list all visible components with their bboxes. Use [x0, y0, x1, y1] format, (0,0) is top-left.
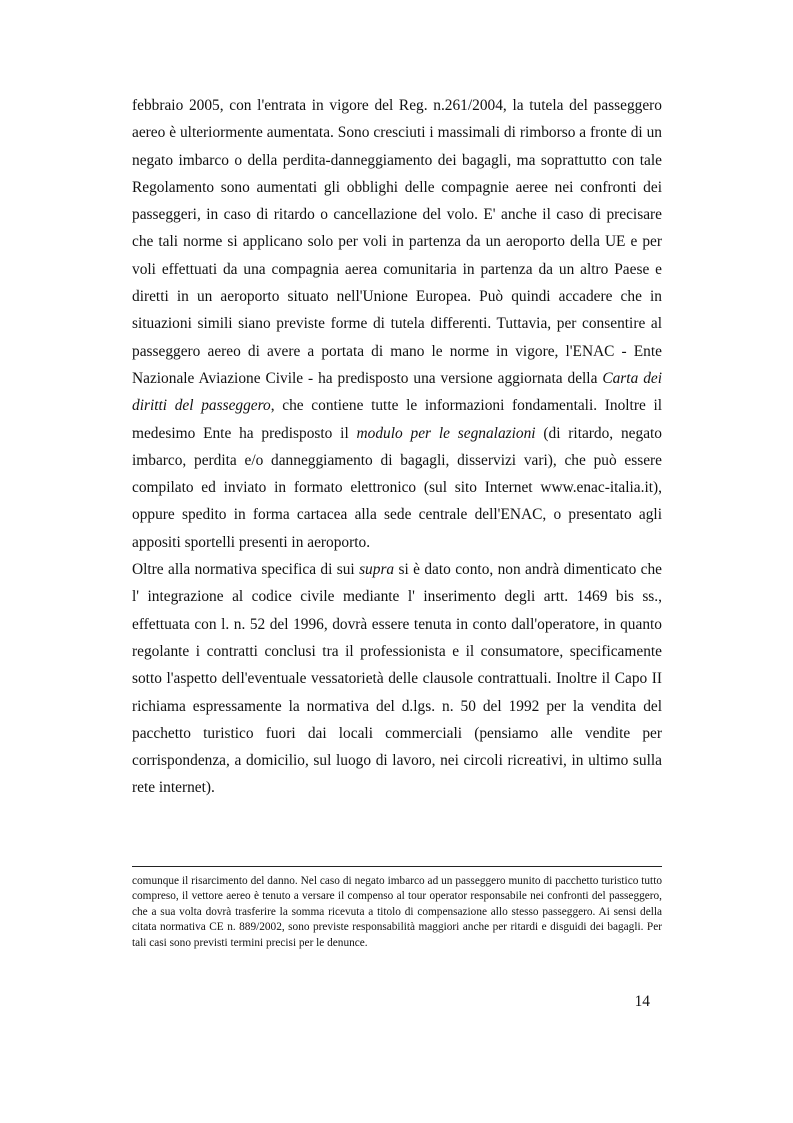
paragraph-1-text-a: febbraio 2005, con l'entrata in vigore del Reg. n.261/2004, la tutela del passeggero aereo è ulteriormente aumentata. Sono cresciuti i massimali di rimborso a fronte di un negato imbarco o della perdita-danneggiamento dei bagagli, ma soprattutto con tale Regolamento sono aumentati gli obblighi delle compagnie aeree nei confronti dei passeggeri, in caso di ritardo o cancellazione del volo. E' anche il caso di precisare che tali norme si applicano solo per voli in partenza da un aeroporto della UE e per voli effettuati da una compagnia aerea comunitaria in partenza da un altro Paese e diretti in un aeroporto situato nell'Unione Europea. Può quindi accadere che in situazioni simili siano previste forme di tutela differenti. Tuttavia, per consentire al passeggero aereo di avere a portata di mano le norme in vigore, l'ENAC - Ente Nazionale Aviazione Civile - ha predisposto una versione aggiornata della [132, 97, 662, 387]
paragraph-1-text-c: (di ritardo, negato imbarco, perdita e/o danneggiamento di bagagli, disservizi vari), che può essere compilato ed inviato in formato elettronico (sul sito Internet www.enac-italia.it), oppure spedito in forma cartacea alla sede centrale dell'ENAC, o presentato agli appositi sportelli presenti in aeroporto. [132, 424, 662, 551]
paragraph-2-text-b: si è dato conto, non andrà dimenticato che l' integrazione al codice civile mediante l' inserimento degli artt. 1469 bis ss., effettuata con l. n. 52 del 1996, dovrà essere tenuta in conto dall'operatore, in quanto regolante i contratti conclusi tra il professionista e il consumatore, specificamente sotto l'aspetto dell'eventuale vessatorietà delle clausole contrattuali. Inoltre il Capo II richiama espressamente la normativa del d.lgs. n. 50 del 1992 per la vendita del pacchetto turistico fuori dai locali commerciali (pensiamo alle vendite per corrispondenza, a domicilio, sul luogo di lavoro, nei circoli ricreativi, in ultimo sulla rete internet). [132, 561, 662, 797]
paragraph-2-text-a: Oltre alla normativa specifica di sui [132, 561, 360, 579]
page-number: 14 [634, 993, 650, 1010]
paragraph-1 [132, 92, 662, 556]
main-body-text [132, 92, 662, 802]
paragraph-2 [132, 556, 662, 802]
paragraph-1-text-b: , che contiene tutte le informazioni fondamentali. Inoltre il medesimo Ente ha predisposto il [132, 397, 662, 442]
paragraph-1-italic-carta: Carta dei diritti del passeggero [132, 369, 662, 415]
footnote-separator [132, 866, 662, 867]
paragraph-2-italic-supra: supra [359, 561, 395, 579]
footnote-text: comunque il risarcimento del danno. Nel caso di negato imbarco ad un passeggero munito di pacchetto turistico tutto compreso, il vettore aereo è tenuto a versare il compenso al tour operator responsabile nei confronti del passeggero, che a sua volta dovrà trasferire la somma ricevuta a titolo di compensazione allo stesso passeggero. Ai sensi della citata normativa CE n. 889/2002, sono previste responsabilità maggiori anche per ritardi e disguidi dei bagagli. Per tali casi sono previsti termini precisi per le denunce. [132, 875, 662, 949]
paragraph-1-italic-modulo: modulo per le segnalazioni [356, 424, 536, 442]
